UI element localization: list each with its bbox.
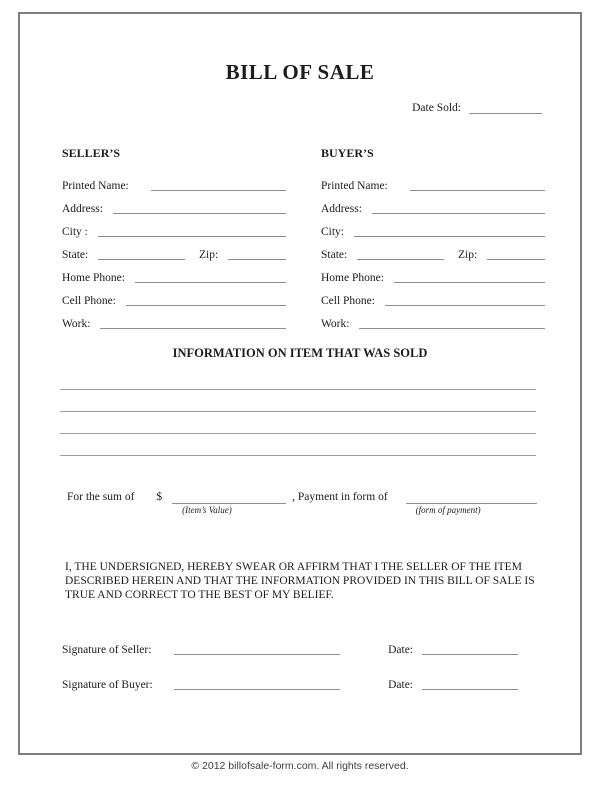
parties-section — [62, 146, 545, 330]
buyer-signature-blank-line — [174, 689, 340, 690]
date-sold-label: Date Sold: — [412, 102, 461, 114]
item-description-blank-line-3 — [60, 412, 536, 434]
sum-row — [67, 491, 537, 515]
seller-date-blank-line — [422, 654, 518, 655]
sum-prefix-label: For the sum of — [67, 491, 135, 503]
buyer-zip-blank-line — [487, 259, 545, 260]
payment-form-label: , Payment in form of — [292, 491, 388, 503]
seller-zip-blank-line — [228, 259, 286, 260]
buyer-city-label: City: — [321, 226, 345, 238]
payment-form-field — [406, 491, 537, 515]
seller-home-phone-label: Home Phone: — [62, 272, 125, 284]
buyer-home-phone-row — [321, 261, 545, 284]
seller-printed-name-row — [62, 169, 286, 192]
buyer-address-blank-line — [372, 213, 545, 214]
date-sold-row — [412, 100, 542, 114]
buyer-section — [321, 146, 545, 330]
seller-state-blank-line — [98, 259, 185, 260]
item-sold-heading: INFORMATION ON ITEM THAT WAS SOLD — [172, 346, 428, 360]
buyer-work-row — [321, 307, 545, 330]
buyer-city-row — [321, 215, 545, 238]
bill-of-sale-form-border — [18, 12, 582, 755]
buyer-zip-label: Zip: — [457, 249, 478, 261]
seller-cell-phone-row — [62, 284, 286, 307]
buyer-state-zip-row — [321, 238, 545, 261]
seller-signature-row — [62, 644, 518, 656]
seller-city-label: City : — [62, 226, 88, 238]
seller-signature-blank-line — [174, 654, 340, 655]
copyright-footer: © 2012 billofsale-form.com. All rights reserved. — [191, 760, 409, 772]
seller-heading: SELLER’S — [62, 146, 121, 160]
buyer-heading: BUYER’S — [321, 146, 374, 160]
item-description-blank-line-2 — [60, 390, 536, 412]
seller-date-label: Date: — [388, 644, 413, 656]
buyer-date-blank-line — [422, 689, 518, 690]
buyer-state-blank-line — [357, 259, 444, 260]
buyer-signature-label: Signature of Buyer: — [62, 679, 153, 691]
seller-cell-phone-label: Cell Phone: — [62, 295, 116, 307]
affirmation-statement: I, THE UNDERSIGNED, HEREBY SWEAR OR AFFIRM THAT I THE SELLER OF THE ITEM DESCRIBED HEREIN AND THAT THE INFORMATION PROVIDED IN THIS BILL OF SALE IS TRUE AND CORRECT TO THE BEST OF MY BELIEF. — [65, 561, 535, 601]
seller-home-phone-row — [62, 261, 286, 284]
buyer-address-label: Address: — [321, 203, 362, 215]
buyer-date-label: Date: — [388, 679, 413, 691]
seller-signature-label: Signature of Seller: — [62, 644, 152, 656]
seller-city-blank-line — [98, 236, 286, 237]
item-description-blank-line-4 — [60, 434, 536, 456]
seller-city-row — [62, 215, 286, 238]
buyer-cell-phone-row — [321, 284, 545, 307]
date-sold-blank-line — [469, 100, 542, 114]
seller-address-row — [62, 192, 286, 215]
seller-home-phone-blank-line — [135, 282, 286, 283]
seller-state-zip-row — [62, 238, 286, 261]
buyer-state-label: State: — [321, 249, 348, 261]
seller-work-label: Work: — [62, 318, 91, 330]
payment-form-blank-line — [406, 491, 537, 504]
buyer-cell-phone-label: Cell Phone: — [321, 295, 375, 307]
buyer-printed-name-label: Printed Name: — [321, 180, 388, 192]
item-description-blank-line-1 — [60, 368, 536, 390]
seller-section — [62, 146, 286, 330]
seller-zip-label: Zip: — [198, 249, 219, 261]
seller-work-blank-line — [100, 328, 286, 329]
buyer-work-label: Work: — [321, 318, 350, 330]
buyer-printed-name-row — [321, 169, 545, 192]
buyer-home-phone-blank-line — [394, 282, 545, 283]
item-value-blank-line — [172, 491, 286, 504]
buyer-home-phone-label: Home Phone: — [321, 272, 384, 284]
buyer-signature-row — [62, 679, 518, 691]
seller-address-blank-line — [113, 213, 286, 214]
seller-work-row — [62, 307, 286, 330]
buyer-cell-phone-blank-line — [385, 305, 545, 306]
buyer-work-blank-line — [359, 328, 545, 329]
buyer-printed-name-blank-line — [410, 190, 545, 191]
payment-form-caption: (form of payment) — [415, 505, 481, 515]
form-title: BILL OF SALE — [225, 60, 375, 84]
buyer-city-blank-line — [354, 236, 545, 237]
seller-printed-name-blank-line — [151, 190, 286, 191]
seller-address-label: Address: — [62, 203, 103, 215]
seller-printed-name-label: Printed Name: — [62, 180, 129, 192]
item-value-caption: (Item’s Value) — [182, 505, 232, 515]
seller-cell-phone-blank-line — [126, 305, 286, 306]
buyer-address-row — [321, 192, 545, 215]
item-value-field — [172, 491, 286, 515]
currency-symbol: $ — [156, 491, 163, 503]
seller-state-label: State: — [62, 249, 89, 261]
item-description-lines — [60, 368, 536, 456]
